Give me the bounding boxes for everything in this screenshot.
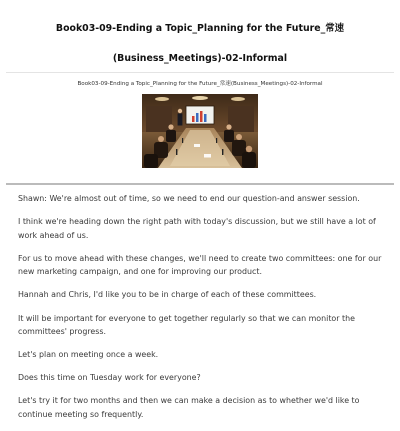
transcript-paragraph: Shawn: We're almost out of time, so we need to end our question-and answer session.: [18, 194, 360, 203]
transcript-paragraph: It will be important for everyone to get together regularly so that we can monitor the committees' progress.: [18, 313, 355, 337]
transcript-paragraph: Hannah and Chris, I'd like you to be in charge of each of these committees.: [18, 290, 317, 300]
transcript-paragraph: I think we're heading down the right path with today's discussion, but we still have a lot of work ahead of us.: [18, 217, 376, 240]
transcript-paragraph: Let's plan on meeting once a week.: [18, 350, 159, 360]
transcript-paragraph: Does this time on Tuesday work for everyone?: [18, 373, 201, 383]
figure: [0, 76, 400, 176]
meeting-room-photo: [142, 94, 258, 168]
page-title: Book03-09-Ending a Topic_Planning for the Future_常速(Business_Meetings)-02-Informal: [55, 23, 345, 64]
header-divider: [6, 72, 394, 73]
transcript-paragraph: Let's try it for two months and then we can make a decision as to whether we'd like to continue meeting so frequently.: [18, 396, 360, 420]
content-divider: [6, 183, 394, 185]
transcript: [18, 192, 382, 431]
page-header: [0, 0, 400, 72]
figure-caption: Book03-09-Ending a Topic_Planning for the Future_常速(Business_Meetings)-02-Informal: [77, 81, 323, 87]
transcript-paragraph: For us to move ahead with these changes, we'll need to create two committees: one for our new marketing campaign, and one for improving our product.: [18, 253, 382, 277]
